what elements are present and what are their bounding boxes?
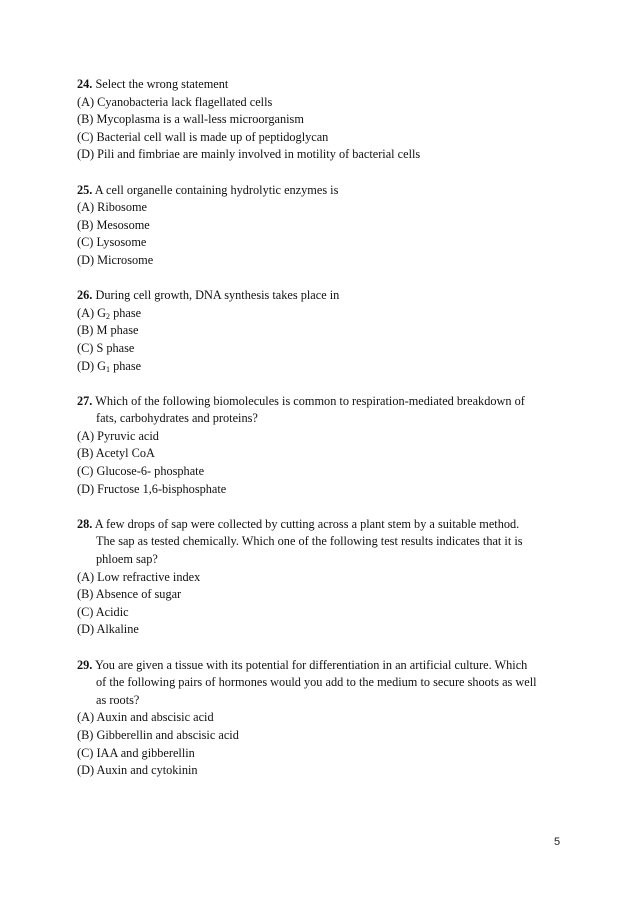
subscript: 1 xyxy=(106,364,111,374)
question-stem-text: During cell growth, DNA synthesis takes place in xyxy=(95,288,340,303)
question-stem-text: You are given a tissue with its potential for differentiation in an artificial culture. Which xyxy=(95,657,528,672)
question-number: 29. xyxy=(77,657,93,672)
question-page xyxy=(77,76,582,797)
option-d: (D) Pili and fimbriae are mainly involved in motility of bacterial cells xyxy=(77,147,421,162)
option-text-suffix: phase xyxy=(110,358,142,373)
question-stem-text: Which of the following biomolecules is common to respiration-mediated breakdown of xyxy=(95,393,525,408)
question-stem-continuation: phloem sap? xyxy=(96,552,158,567)
question-stem-line xyxy=(77,393,582,411)
option-text-suffix: phase xyxy=(110,305,142,320)
question-25 xyxy=(77,182,582,270)
option-a xyxy=(77,305,582,323)
option-d: (D) Fructose 1,6-bisphosphate xyxy=(77,481,227,496)
option-d: (D) Auxin and cytokinin xyxy=(77,763,198,778)
option-c: (C) Acidic xyxy=(77,604,129,619)
question-26 xyxy=(77,287,582,375)
question-stem-continuation: as roots? xyxy=(96,692,140,707)
question-29 xyxy=(77,657,582,780)
question-stem-continuation: of the following pairs of hormones would you add to the medium to secure shoots as well xyxy=(96,675,537,690)
question-27 xyxy=(77,393,582,499)
question-stem-line xyxy=(77,516,582,534)
option-a: (A) Auxin and abscisic acid xyxy=(77,710,214,725)
question-number: 26. xyxy=(77,288,93,303)
question-stem-text: A few drops of sap were collected by cutting across a plant stem by a suitable method. xyxy=(94,516,520,531)
option-c xyxy=(77,340,582,358)
question-24 xyxy=(77,76,582,164)
option-b: (B) Gibberellin and abscisic acid xyxy=(77,727,239,742)
option-text: (B) M phase xyxy=(77,323,139,338)
option-c: (C) IAA and gibberellin xyxy=(77,745,195,760)
option-d: (D) Microsome xyxy=(77,252,154,267)
option-a: (A) Low refractive index xyxy=(77,569,201,584)
question-number: 28. xyxy=(77,516,93,531)
question-stem-line xyxy=(77,287,582,305)
question-number: 25. xyxy=(77,182,93,197)
question-stem-line xyxy=(77,657,582,675)
question-stem-continuation: The sap as tested chemically. Which one of the following test results indicates that it is xyxy=(96,534,523,549)
question-number: 24. xyxy=(77,77,93,91)
option-text: (A) G xyxy=(77,305,107,320)
question-stem-text: A cell organelle containing hydrolytic enzymes is xyxy=(94,182,339,197)
question-number: 27. xyxy=(77,393,93,408)
option-a: (A) Ribosome xyxy=(77,200,148,215)
option-b: (B) Acetyl CoA xyxy=(77,446,155,461)
option-text: (C) S phase xyxy=(77,340,135,355)
option-a: (A) Cyanobacteria lack flagellated cells xyxy=(77,94,273,109)
option-d: (D) Alkaline xyxy=(77,622,139,637)
subscript: 2 xyxy=(106,311,111,321)
option-b: (B) Mesosome xyxy=(77,217,150,232)
option-text: (D) G xyxy=(77,358,107,373)
option-c: (C) Lysosome xyxy=(77,235,147,250)
option-b: (B) Mycoplasma is a wall-less microorganism xyxy=(77,112,304,127)
option-b: (B) Absence of sugar xyxy=(77,587,182,602)
option-b xyxy=(77,322,582,340)
option-c: (C) Bacterial cell wall is made up of peptidoglycan xyxy=(77,129,329,144)
question-stem-line xyxy=(77,76,582,94)
page-number: 5 xyxy=(554,836,561,848)
question-stem-continuation: fats, carbohydrates and proteins? xyxy=(96,411,258,426)
option-c: (C) Glucose-6- phosphate xyxy=(77,464,205,479)
question-stem-line xyxy=(77,182,582,200)
option-a: (A) Pyruvic acid xyxy=(77,428,159,443)
question-stem-text: Select the wrong statement xyxy=(95,77,229,91)
option-d xyxy=(77,358,582,376)
question-28 xyxy=(77,516,582,639)
